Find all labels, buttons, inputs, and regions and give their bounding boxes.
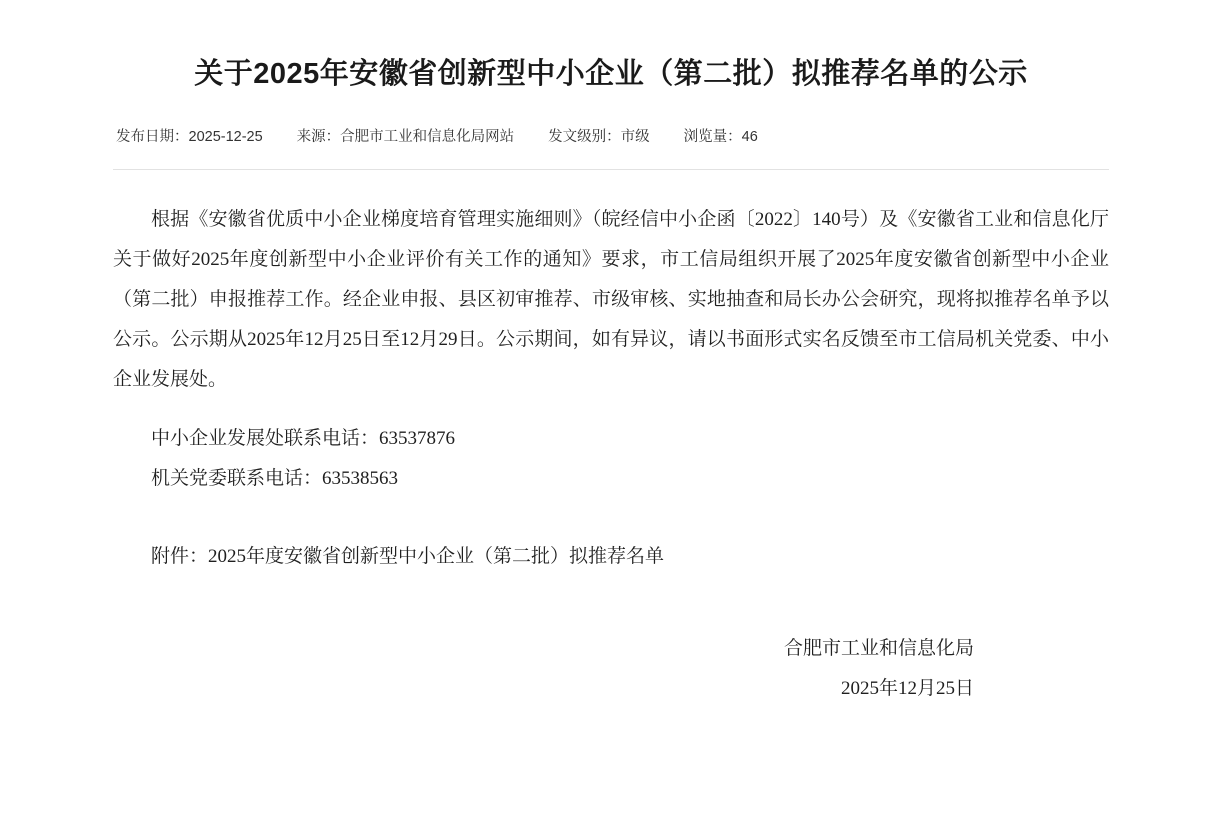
meta-publish-date	[116, 126, 263, 148]
article-meta	[113, 126, 1109, 148]
meta-level-label: 发文级别：	[548, 129, 621, 145]
meta-views-value: 46	[741, 129, 758, 145]
meta-divider	[113, 169, 1109, 170]
article-container	[113, 0, 1109, 709]
signature-block	[113, 629, 1109, 709]
meta-level	[548, 126, 650, 148]
signature-date: 2025年12月25日	[840, 678, 974, 699]
article-body	[113, 200, 1109, 709]
meta-source-label: 来源：	[296, 129, 341, 145]
body-paragraph: 根据《安徽省优质中小企业梯度培育管理实施细则》（皖经信中小企函〔2022〕140号）及《安徽省工业和信息化厅关于做好2025年度创新型中小企业评价有关工作的通知》要求，市工信局组织开展了2025年度安徽省创新型中小企业（第二批）申报推荐工作。经企业申报、县区初审推荐、市级审核、实地抽查和局长办公会研究，现将拟推荐名单予以公示。公示期从2025年12月25日至12月29日。公示期间，如有异议，请以书面形式实名反馈至市工信局机关党委、中小企业发展处。	[113, 209, 1109, 390]
meta-views	[684, 126, 758, 148]
page-title: 关于2025年安徽省创新型中小企业（第二批）拟推荐名单的公示	[194, 58, 1028, 90]
contact-line-party-committee: 机关党委联系电话：63538563	[151, 468, 399, 489]
contact-line-sme-office: 中小企业发展处联系电话：63537876	[151, 428, 456, 449]
meta-level-value: 市级	[620, 129, 650, 145]
meta-source	[297, 126, 515, 148]
meta-source-value: 合肥市工业和信息化局网站	[340, 129, 515, 145]
meta-publish-date-label: 发布日期：	[116, 129, 189, 145]
signature-organization: 合肥市工业和信息化局	[783, 638, 974, 659]
meta-publish-date-value: 2025-12-25	[188, 129, 263, 145]
attachment-line: 附件：2025年度安徽省创新型中小企业（第二批）拟推荐名单	[151, 546, 665, 567]
meta-views-label: 浏览量：	[683, 129, 742, 145]
